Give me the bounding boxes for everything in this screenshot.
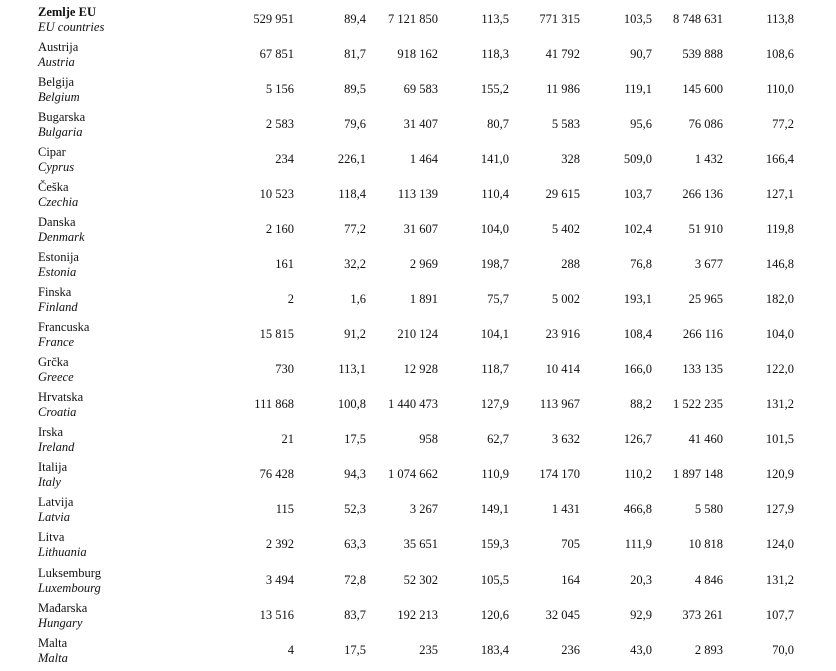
country-name-english: Lithuania [38, 545, 87, 559]
table-row-eu-total [0, 5, 836, 40]
value-col-4: 141,0 [480, 152, 509, 166]
value-col-6: 20,3 [630, 573, 652, 587]
value-col-8: 127,1 [765, 187, 794, 201]
table-row [0, 110, 836, 145]
value-col-7: 266 136 [682, 187, 723, 201]
value-col-1: 2 [287, 292, 294, 306]
value-col-5: 10 414 [545, 362, 580, 376]
value-col-4: 80,7 [487, 117, 509, 131]
value-col-4: 75,7 [487, 292, 509, 306]
country-name-croatian: Mađarska [38, 601, 88, 615]
country-name-croatian: Grčka [38, 355, 69, 369]
value-col-1: 5 156 [265, 82, 294, 96]
value-col-4: 120,6 [480, 608, 509, 622]
value-col-1: 115 [275, 502, 294, 516]
country-name-croatian: Irska [38, 425, 63, 439]
value-col-3: 7 121 850 [388, 12, 438, 26]
table-row [0, 320, 836, 355]
value-col-8: 182,0 [765, 292, 794, 306]
table-row [0, 495, 836, 530]
value-col-8: 131,2 [765, 573, 794, 587]
country-name-english: Bulgaria [38, 125, 83, 139]
value-col-2: 17,5 [344, 432, 366, 446]
value-col-3: 1 074 662 [388, 467, 438, 481]
value-col-2: 226,1 [337, 152, 366, 166]
value-col-7: 3 677 [694, 257, 723, 271]
value-col-5: 328 [561, 152, 580, 166]
value-col-2: 1,6 [350, 292, 366, 306]
country-name-english: Croatia [38, 405, 77, 419]
country-name-english: Finland [38, 300, 78, 314]
value-col-7: 1 897 148 [673, 467, 723, 481]
country-name-cell [38, 320, 89, 350]
country-name-croatian: Italija [38, 460, 68, 474]
value-col-7: 4 846 [694, 573, 723, 587]
country-name-english: Hungary [38, 616, 83, 630]
value-col-8: 113,8 [766, 12, 794, 26]
value-col-4: 127,9 [480, 397, 509, 411]
value-col-1: 3 494 [265, 573, 294, 587]
country-name-cell [38, 460, 67, 490]
country-name-croatian: Cipar [38, 145, 66, 159]
value-col-2: 79,6 [344, 117, 366, 131]
value-col-4: 118,7 [481, 362, 509, 376]
value-col-8: 104,0 [765, 327, 794, 341]
table-row [0, 285, 836, 320]
value-col-7: 51 910 [688, 222, 723, 236]
country-name-english: Denmark [38, 230, 85, 244]
table-row [0, 530, 836, 565]
value-col-6: 111,9 [624, 537, 652, 551]
value-col-5: 1 431 [551, 502, 580, 516]
country-name-cell [38, 5, 104, 35]
value-col-8: 108,6 [765, 47, 794, 61]
value-col-5: 29 615 [545, 187, 580, 201]
value-col-8: 120,9 [765, 467, 794, 481]
country-name-english: Ireland [38, 440, 75, 454]
value-col-2: 91,2 [344, 327, 366, 341]
value-col-3: 3 267 [409, 502, 438, 516]
value-col-7: 373 261 [682, 608, 723, 622]
value-col-5: 771 315 [539, 12, 580, 26]
value-col-3: 2 969 [409, 257, 438, 271]
value-col-6: 92,9 [630, 608, 652, 622]
value-col-5: 236 [561, 643, 580, 657]
country-name-cell [38, 180, 78, 210]
value-col-8: 107,7 [765, 608, 794, 622]
value-col-5: 23 916 [545, 327, 580, 341]
value-col-6: 102,4 [623, 222, 652, 236]
value-col-7: 10 818 [688, 537, 723, 551]
value-col-2: 89,5 [344, 82, 366, 96]
value-col-4: 159,3 [480, 537, 509, 551]
value-col-4: 104,0 [480, 222, 509, 236]
value-col-3: 113 139 [397, 187, 438, 201]
country-name-english: EU countries [38, 20, 105, 34]
country-name-croatian: Latvija [38, 495, 74, 509]
value-col-4: 105,5 [480, 573, 509, 587]
value-col-4: 113,5 [481, 12, 509, 26]
country-name-cell [38, 250, 79, 280]
value-col-8: 77,2 [772, 117, 794, 131]
country-name-english: France [38, 335, 75, 349]
value-col-3: 12 928 [403, 362, 438, 376]
country-name-croatian: Zemlje EU [38, 5, 96, 19]
value-col-7: 5 580 [694, 502, 723, 516]
value-col-8: 146,8 [765, 257, 794, 271]
value-col-2: 113,1 [338, 362, 366, 376]
value-col-5: 288 [561, 257, 580, 271]
value-col-5: 5 402 [551, 222, 580, 236]
country-name-english: Greece [38, 370, 74, 384]
value-col-2: 52,3 [344, 502, 366, 516]
country-name-cell [38, 215, 85, 245]
value-col-8: 124,0 [765, 537, 794, 551]
table-row [0, 566, 836, 601]
value-col-4: 110,9 [481, 467, 509, 481]
value-col-5: 5 002 [551, 292, 580, 306]
value-col-1: 21 [281, 432, 294, 446]
table-row [0, 75, 836, 110]
country-name-croatian: Malta [38, 636, 68, 650]
value-col-3: 35 651 [403, 537, 438, 551]
country-name-english: Italy [38, 475, 61, 489]
value-col-1: 111 868 [254, 397, 294, 411]
country-name-croatian: Austrija [38, 40, 79, 54]
country-name-croatian: Luksemburg [38, 566, 101, 580]
value-col-4: 155,2 [480, 82, 509, 96]
value-col-6: 466,8 [623, 502, 652, 516]
country-name-cell [38, 495, 73, 525]
value-col-6: 166,0 [623, 362, 652, 376]
value-col-1: 730 [275, 362, 294, 376]
country-name-croatian: Litva [38, 530, 65, 544]
value-col-2: 63,3 [344, 537, 366, 551]
value-col-1: 10 523 [259, 187, 294, 201]
country-name-croatian: Francuska [38, 320, 90, 334]
value-col-7: 539 888 [682, 47, 723, 61]
value-col-7: 41 460 [688, 432, 723, 446]
value-col-4: 118,3 [481, 47, 509, 61]
value-col-8: 127,9 [765, 502, 794, 516]
country-name-cell [38, 425, 74, 455]
table-row [0, 390, 836, 425]
country-name-english: Austria [38, 55, 75, 69]
value-col-1: 2 583 [265, 117, 294, 131]
value-col-6: 108,4 [623, 327, 652, 341]
value-col-2: 72,8 [344, 573, 366, 587]
value-col-3: 235 [419, 643, 438, 657]
value-col-2: 94,3 [344, 467, 366, 481]
value-col-6: 95,6 [630, 117, 652, 131]
value-col-5: 32 045 [545, 608, 580, 622]
value-col-4: 183,4 [480, 643, 509, 657]
value-col-2: 32,2 [344, 257, 366, 271]
value-col-6: 193,1 [623, 292, 652, 306]
value-col-8: 166,4 [765, 152, 794, 166]
value-col-6: 110,2 [624, 467, 652, 481]
country-name-english: Czechia [38, 195, 79, 209]
table-row [0, 355, 836, 390]
value-col-5: 5 583 [551, 117, 580, 131]
country-name-english: Belgium [38, 90, 80, 104]
country-name-cell [38, 75, 80, 105]
country-name-cell [38, 601, 87, 631]
value-col-1: 15 815 [259, 327, 294, 341]
value-col-3: 52 302 [403, 573, 438, 587]
value-col-6: 509,0 [623, 152, 652, 166]
country-name-croatian: Hrvatska [38, 390, 84, 404]
value-col-1: 2 160 [265, 222, 294, 236]
value-col-8: 122,0 [765, 362, 794, 376]
value-col-3: 1 440 473 [388, 397, 438, 411]
value-col-2: 83,7 [344, 608, 366, 622]
value-col-5: 164 [561, 573, 580, 587]
value-col-6: 90,7 [630, 47, 652, 61]
value-col-7: 2 893 [694, 643, 723, 657]
value-col-5: 705 [561, 537, 580, 551]
value-col-3: 69 583 [403, 82, 438, 96]
value-col-1: 76 428 [259, 467, 294, 481]
value-col-1: 4 [287, 643, 294, 657]
value-col-8: 119,8 [766, 222, 794, 236]
value-col-8: 110,0 [766, 82, 794, 96]
value-col-6: 76,8 [630, 257, 652, 271]
value-col-3: 192 213 [397, 608, 438, 622]
value-col-2: 89,4 [344, 12, 366, 26]
value-col-4: 104,1 [480, 327, 509, 341]
value-col-3: 1 464 [409, 152, 438, 166]
value-col-6: 126,7 [623, 432, 652, 446]
value-col-3: 958 [419, 432, 438, 446]
value-col-3: 1 891 [409, 292, 438, 306]
country-name-english: Latvia [38, 510, 70, 524]
value-col-6: 88,2 [630, 397, 652, 411]
value-col-7: 133 135 [682, 362, 723, 376]
value-col-7: 25 965 [688, 292, 723, 306]
value-col-5: 41 792 [545, 47, 580, 61]
value-col-8: 70,0 [772, 643, 794, 657]
value-col-7: 145 600 [682, 82, 723, 96]
country-name-cell [38, 566, 101, 596]
country-name-croatian: Češka [38, 180, 69, 194]
value-col-2: 100,8 [337, 397, 366, 411]
value-col-3: 31 607 [403, 222, 438, 236]
table-row [0, 40, 836, 75]
value-col-6: 43,0 [630, 643, 652, 657]
table-row [0, 601, 836, 636]
table-row [0, 145, 836, 180]
value-col-7: 266 116 [682, 327, 723, 341]
value-col-7: 8 748 631 [673, 12, 723, 26]
value-col-6: 103,7 [623, 187, 652, 201]
value-col-7: 1 522 235 [673, 397, 723, 411]
table-row [0, 636, 836, 671]
value-col-2: 17,5 [344, 643, 366, 657]
value-col-1: 13 516 [259, 608, 294, 622]
value-col-5: 174 170 [539, 467, 580, 481]
country-name-cell [38, 110, 85, 140]
value-col-4: 149,1 [480, 502, 509, 516]
country-name-english: Cyprus [38, 160, 75, 174]
country-name-croatian: Finska [38, 285, 72, 299]
country-name-cell [38, 355, 74, 385]
value-col-3: 31 407 [403, 117, 438, 131]
country-name-croatian: Bugarska [38, 110, 86, 124]
value-col-4: 62,7 [487, 432, 509, 446]
value-col-8: 131,2 [765, 397, 794, 411]
value-col-1: 67 851 [259, 47, 294, 61]
table-row [0, 215, 836, 250]
value-col-4: 198,7 [480, 257, 509, 271]
country-name-english: Estonia [38, 265, 77, 279]
table-row [0, 180, 836, 215]
country-name-cell [38, 40, 78, 70]
value-col-1: 161 [275, 257, 294, 271]
country-name-croatian: Danska [38, 215, 76, 229]
value-col-5: 113 967 [539, 397, 580, 411]
country-name-croatian: Estonija [38, 250, 79, 264]
country-name-english: Malta [38, 651, 68, 665]
value-col-3: 918 162 [397, 47, 438, 61]
country-name-cell [38, 530, 87, 560]
value-col-2: 77,2 [344, 222, 366, 236]
value-col-1: 234 [275, 152, 294, 166]
value-col-2: 81,7 [344, 47, 366, 61]
table-row [0, 460, 836, 495]
value-col-7: 76 086 [688, 117, 723, 131]
value-col-1: 2 392 [265, 537, 294, 551]
value-col-5: 11 986 [546, 82, 580, 96]
country-name-cell [38, 285, 78, 315]
value-col-2: 118,4 [338, 187, 366, 201]
country-name-english: Luxembourg [38, 581, 101, 595]
value-col-6: 103,5 [623, 12, 652, 26]
country-name-croatian: Belgija [38, 75, 75, 89]
value-col-7: 1 432 [694, 152, 723, 166]
value-col-4: 110,4 [481, 187, 509, 201]
table-row [0, 250, 836, 285]
value-col-5: 3 632 [551, 432, 580, 446]
value-col-3: 210 124 [397, 327, 438, 341]
country-name-cell [38, 390, 83, 420]
value-col-6: 119,1 [624, 82, 652, 96]
country-name-cell [38, 145, 74, 175]
value-col-8: 101,5 [765, 432, 794, 446]
table-row [0, 425, 836, 460]
value-col-1: 529 951 [253, 12, 294, 26]
